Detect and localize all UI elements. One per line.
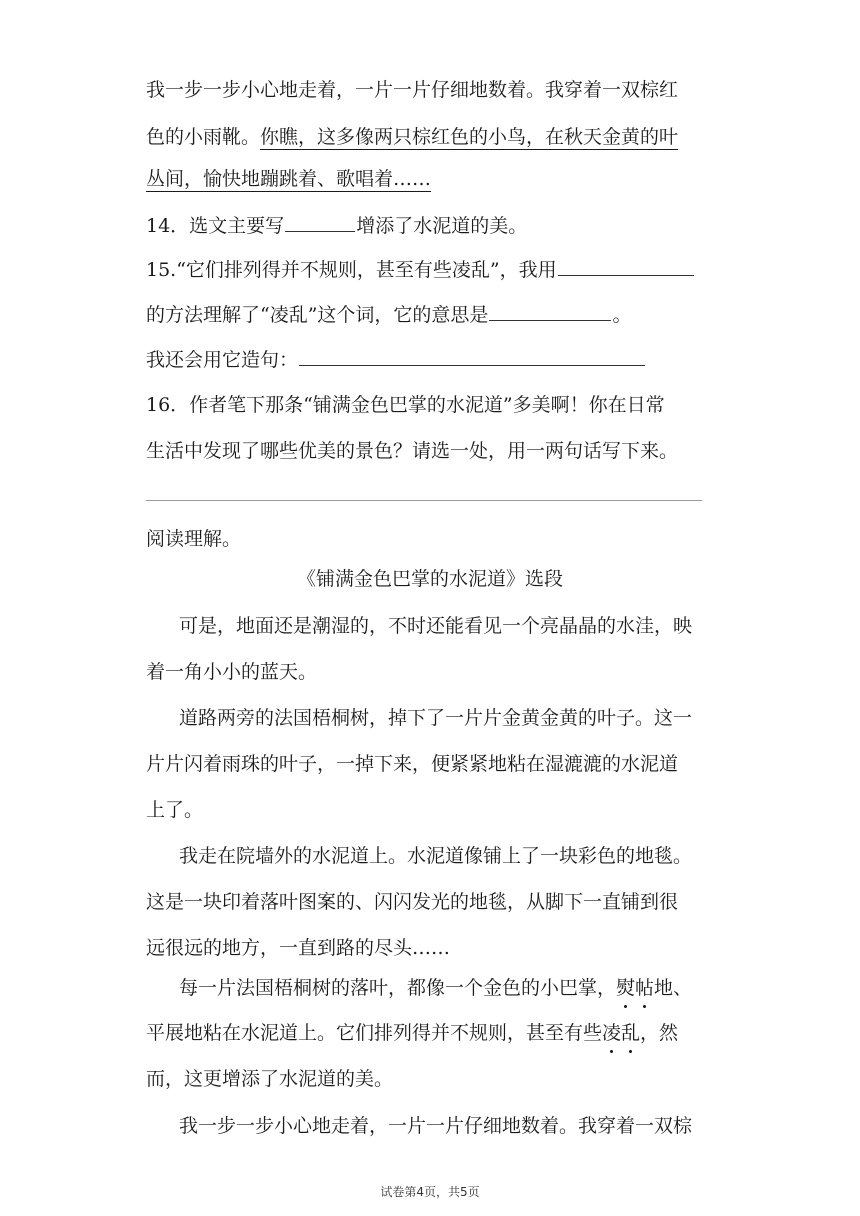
emphasis-char: 乱 xyxy=(621,1022,641,1044)
paragraph-line: 而，这更增添了水泥道的美。 xyxy=(146,1068,394,1090)
paragraph-line: 我一步一步小心地走着，一片一片仔细地数着。我穿着一双棕 xyxy=(179,1115,693,1137)
question-15: 15.“它们排列得并不规则，甚至有些凌乱”，我用 xyxy=(146,255,695,281)
paragraph-line: 上了。 xyxy=(146,799,204,821)
answer-blank[interactable] xyxy=(489,300,611,321)
answer-blank[interactable] xyxy=(285,211,355,232)
paragraph-line: 片片闪着雨珠的叶子，一掉下来，便紧紧地粘在湿漉漉的水泥道 xyxy=(146,753,679,775)
underlined-sentence: 丛间，愉快地蹦跳着、歌唱着…… xyxy=(146,168,432,190)
question-16: 16．作者笔下那条“铺满金色巴掌的水泥道”多美啊！你在日常 xyxy=(146,394,665,416)
passage-title: 《铺满金色巴掌的水泥道》选段 xyxy=(296,568,563,590)
paragraph-line: 平展地粘在水泥道上。它们排列得并不规则，甚至有些凌乱，然 xyxy=(146,1022,679,1044)
emphasis-char: 凌 xyxy=(602,1022,622,1044)
paragraph-line: 着一角小小的蓝天。 xyxy=(146,661,318,683)
question-15-line2: 的方法理解了“凌乱”这个词，它的意思是 。 xyxy=(146,300,631,326)
underlined-sentence: 你瞧，这多像两只棕红色的小鸟，在秋天金黄的叶 xyxy=(260,126,679,148)
question-15-line3: 我还会用它造句： xyxy=(146,345,646,371)
question-16-line2: 生活中发现了哪些优美的景色？请选一处，用一两句话写下来。 xyxy=(146,440,679,462)
question-14: 14．选文主要写 增添了水泥道的美。 xyxy=(146,211,527,237)
paragraph-line: 远很远的地方，一直到路的尽头…… xyxy=(146,937,451,959)
passage-line xyxy=(146,166,431,192)
paragraph-line: 我走在院墙外的水泥道上。水泥道像铺上了一块彩色的地毯。 xyxy=(179,845,693,867)
page-footer: 试卷第4页，共5页 xyxy=(380,1185,480,1199)
answer-blank[interactable] xyxy=(299,345,645,366)
passage-line: 我一步一步小心地走着，一片一片仔细地数着。我穿着一双棕红 xyxy=(146,79,679,101)
answer-blank[interactable] xyxy=(558,255,694,276)
section-heading: 阅读理解。 xyxy=(146,528,242,550)
paragraph-line: 每一片法国梧桐树的落叶，都像一个金色的小巴掌，熨帖地、 xyxy=(179,977,693,999)
paragraph-line: 道路两旁的法国梧桐树，掉下了一片片金黄金黄的叶子。这一 xyxy=(179,707,693,729)
emphasis-char: 熨 xyxy=(616,977,636,999)
answer-line[interactable] xyxy=(146,500,702,501)
paragraph-line: 可是，地面还是潮湿的，不时还能看见一个亮晶晶的水洼，映 xyxy=(179,615,693,637)
paragraph-line: 这是一块印着落叶图案的、闪闪发光的地毯，从脚下一直铺到很 xyxy=(146,891,679,913)
emphasis-char: 帖 xyxy=(635,977,655,999)
passage-line: 色的小雨靴。你瞧，这多像两只棕红色的小鸟，在秋天金黄的叶 xyxy=(146,126,679,148)
